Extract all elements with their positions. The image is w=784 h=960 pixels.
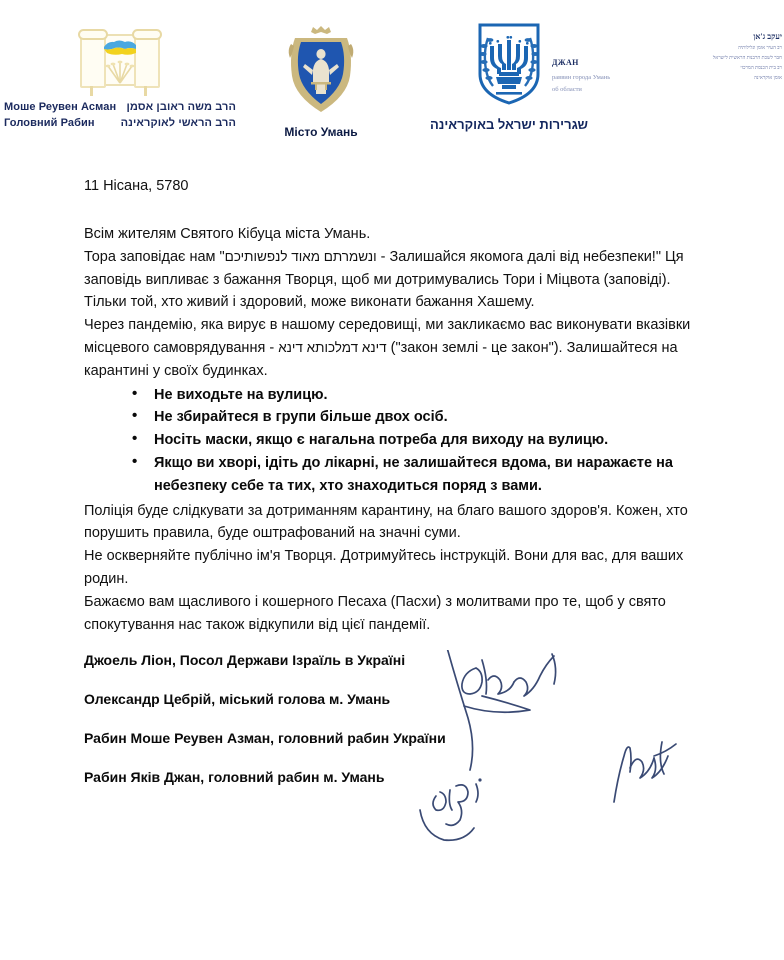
p2-before-quote: Через пандемію, яка вирує в нашому середовищі, ми закликаємо вас виконувати вказівки місцевого самоврядування -	[84, 317, 691, 356]
djan-name-he: יעקב ג'אן	[753, 32, 782, 41]
paragraph-torah-commandment	[84, 246, 694, 314]
signatory-line: Рабин Яків Джан, головний рабин м. Умань	[84, 769, 385, 785]
p1-before-quote: Тора заповідає нам "	[84, 248, 225, 265]
israel-state-emblem	[476, 22, 542, 106]
djan-he-line-1: רב העיר אומן וגלילותיה	[737, 46, 782, 51]
wheat-sheaf-icon	[100, 58, 140, 84]
signatory-line: Рабин Моше Реувен Азман, головний рабин України	[84, 730, 446, 746]
letterhead-uman-city	[262, 24, 380, 139]
signatory-line: Джоель Ліон, Посол Держави Ізраїль в Україні	[84, 652, 406, 668]
djan-he-line-2: חבר לשכת הרבנות הראשית לישראל	[712, 56, 782, 61]
uman-coat-of-arms	[285, 24, 357, 116]
djan-line2-ru: об области	[552, 86, 582, 94]
hebrew-quote-venishmartem: ונשמרתם מאוד לנפשותיכם	[224, 248, 377, 264]
djan-name-ru: ДЖАН	[552, 58, 579, 67]
paragraph-instructions: Не оскверняйте публічно ім'я Творця. Дотримуйтесь інструкцій. Вони для вас, для ваших родин.	[84, 548, 684, 587]
ukraine-map-icon	[102, 38, 138, 58]
djan-line1-ru: раввин города Умань	[552, 74, 611, 81]
signature-block	[84, 650, 704, 806]
p2-after-quote: ("закон землі - це закон"). Залишайтеся на карантині у своїх будинках.	[84, 339, 678, 379]
signatory-line: Олександр Цебрій, міський голова м. Умань	[84, 691, 391, 707]
paragraph-passover-wishes: Бажаємо вам щасливого і кошерного Песаха (Пасхи) з молитвами про те, щоб у свято спокутування нас також відкупили від цієї пандемії.	[84, 593, 666, 633]
chief-rabbi-name-he: הרב משה ראובן אסמן	[126, 101, 236, 113]
p1-after-quote: - Залишайся якомога далі від небезпеки!" Ця заповідь випливає з бажання Творця, щоб ми дотримувались Тори і Міцвота (заповіді). Тільки той, хто живий і здоровий, може виконати бажання Хашему.	[84, 248, 684, 311]
letter-date: 11 Нісана, 5780	[84, 178, 189, 194]
chief-rabbi-title-he: הרב הראשי לאוקראינה	[120, 116, 236, 129]
paragraph-police-enforcement: Поліція буде слідкувати за дотриманням карантину, на благо вашого здоров'я. Кожен, хто порушить правила, буде оштрафований на значні суми.	[84, 502, 688, 542]
letter-body	[84, 178, 694, 636]
paragraph-pandemic-authority	[84, 314, 694, 382]
salutation: Всім жителям Святого Кібуца міста Умань.	[84, 226, 371, 242]
chief-rabbi-name-uk: Моше Реувен Асман	[4, 101, 117, 113]
letterhead	[0, 0, 784, 160]
list-item: • Якщо ви хворі, ідіть до лікарні, не залишайтеся вдома, ви наражаєте на небезпеку себе та тих, хто знаходиться поряд з вами.	[132, 452, 694, 498]
letterhead-djan-he	[686, 32, 782, 84]
djan-he-line-3: רב בית הכנסת המרכזי	[740, 66, 782, 71]
letterhead-djan-ru	[552, 58, 672, 97]
list-item: • Не виходьте на вулицю.	[132, 384, 694, 407]
djan-he-line-4: אומן אוקראינה	[754, 76, 782, 81]
list-item: • Не збирайтеся в групи більше двох осіб.	[132, 406, 694, 429]
embassy-caption: שגרירות ישראל באוקראינה	[429, 117, 589, 132]
letterhead-chief-rabbi	[4, 26, 236, 132]
chief-rabbi-caption	[4, 100, 236, 132]
torah-scroll-ukraine-logo	[72, 26, 168, 96]
list-item: • Носіть маски, якщо є нагальна потреба для виходу на вулицю.	[132, 429, 694, 452]
aramaic-quote-dina-demalchuta: דינא דמלכותא דינא	[278, 339, 387, 355]
uman-city-caption: Місто Умань	[284, 125, 358, 139]
chief-rabbi-title-uk: Головний Рабин	[4, 116, 95, 129]
quarantine-rules-list	[84, 384, 694, 498]
